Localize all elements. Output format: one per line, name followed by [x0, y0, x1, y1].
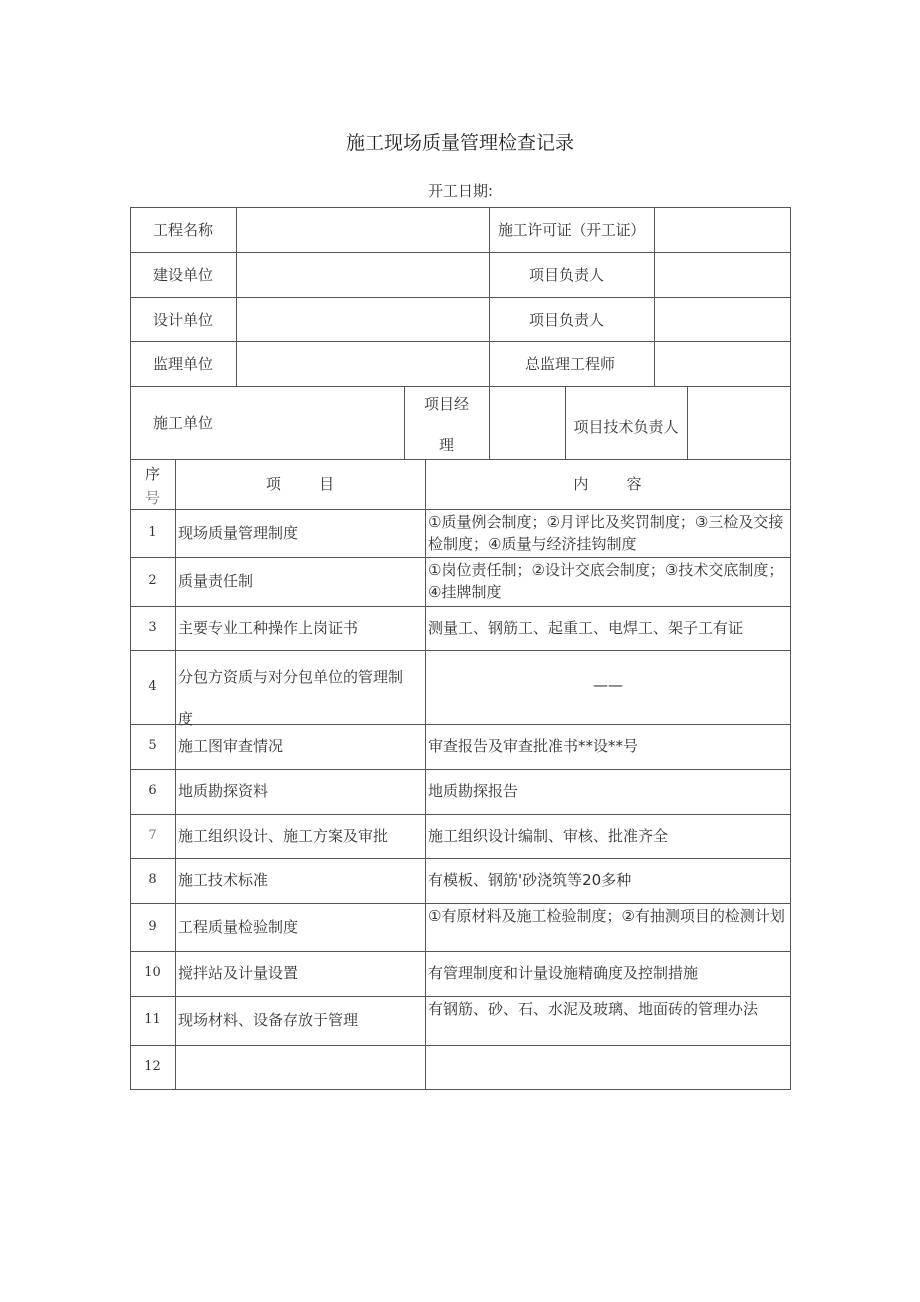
- content-header: 内 容: [573, 475, 642, 493]
- row-12-content: [426, 1045, 790, 1089]
- row-8-content: 有模板、钢筋'砂浇筑等20多种: [428, 871, 632, 889]
- row-7-content: 施工组织设计编制、审核、批准齐全: [428, 827, 669, 845]
- inspection-table: [130, 207, 791, 1090]
- row-4-no: 4: [148, 679, 157, 694]
- rule: [687, 386, 688, 459]
- supervisor-label: 监理单位: [152, 355, 213, 373]
- row-6-content: 地质勘探报告: [428, 782, 519, 800]
- row-12-item: [176, 1045, 424, 1089]
- rule: [236, 207, 237, 386]
- row-3-no: 3: [148, 620, 157, 635]
- row-4-item: 分包方资质与对分包单位的管理制度: [178, 668, 404, 728]
- designer-head-label: 项目负责人: [529, 311, 605, 329]
- row-11-item: 现场材料、设备存放于管理: [178, 1011, 359, 1029]
- row-1-no: 1: [148, 525, 157, 540]
- chief-supervisor-label: 总监理工程师: [525, 355, 616, 373]
- project-name-label: 工程名称: [152, 221, 213, 239]
- row-9-no: 9: [148, 919, 157, 934]
- row-5-content: 审查报告及审查批准书**设**号: [428, 737, 639, 755]
- seq-header-line2: 号: [144, 489, 160, 507]
- row-8-no: 8: [148, 872, 157, 887]
- row-11-no: 11: [144, 1012, 161, 1027]
- row-6-no: 6: [148, 783, 157, 798]
- row-1-item: 现场质量管理制度: [178, 524, 299, 542]
- project-manager-label-line2: 理: [438, 436, 454, 454]
- row-9-item: 工程质量检验制度: [178, 918, 299, 936]
- row-9-content: ①有原材料及施工检验制度；②有抽测项目的检测计划: [428, 907, 785, 925]
- start-date-label: 开工日期:: [428, 182, 494, 200]
- row-4-content: ——: [593, 676, 623, 694]
- designer-label: 设计单位: [152, 311, 213, 329]
- page-title: 施工现场质量管理检查记录: [345, 132, 574, 154]
- row-5-no: 5: [148, 738, 157, 753]
- item-header: 项 目: [265, 475, 335, 493]
- row-7-no: 7: [148, 828, 157, 843]
- row-8-item: 施工技术标准: [178, 871, 269, 889]
- row-12-no: 12: [144, 1059, 161, 1074]
- permit-label: 施工许可证（开工证）: [497, 221, 645, 239]
- row-10-no: 10: [144, 965, 161, 980]
- builder-label: 建设单位: [152, 266, 213, 284]
- row-5-item: 施工图审查情况: [178, 737, 284, 755]
- seq-header-line1: 序: [144, 465, 160, 483]
- row-1-content: ①质量例会制度；②月评比及奖罚制度；③三检及交接检制度；④质量与经济挂钩制度: [428, 513, 784, 553]
- row-3-item: 主要专业工种操作上岗证书: [178, 619, 359, 637]
- row-6-item: 地质勘探资料: [178, 782, 269, 800]
- row-7-item: 施工组织设计、施工方案及审批: [178, 827, 389, 845]
- row-10-content: 有管理制度和计量设施精确度及控制措施: [428, 964, 699, 982]
- row-3-content: 测量工、钢筋工、起重工、电焊工、架子工有证: [428, 619, 744, 637]
- tech-head-label: 项目技术负责人: [573, 418, 679, 436]
- rule: [654, 207, 655, 386]
- row-11-content: 有钢筋、砂、石、水泥及玻璃、地面砖的管理办法: [428, 1000, 759, 1018]
- row-2-no: 2: [148, 573, 157, 588]
- project-manager-label-line1: 项目经: [423, 395, 469, 413]
- rule: [790, 207, 791, 1090]
- row-10-item: 搅拌站及计量设置: [178, 964, 299, 982]
- row-2-content: ①岗位责任制；②设计交底会制度；③技术交底制度；④挂牌制度: [428, 561, 784, 601]
- contractor-label: 施工单位: [152, 414, 213, 432]
- row-2-item: 质量责任制: [178, 572, 254, 590]
- builder-head-label: 项目负责人: [529, 266, 605, 284]
- rule: [130, 1089, 791, 1090]
